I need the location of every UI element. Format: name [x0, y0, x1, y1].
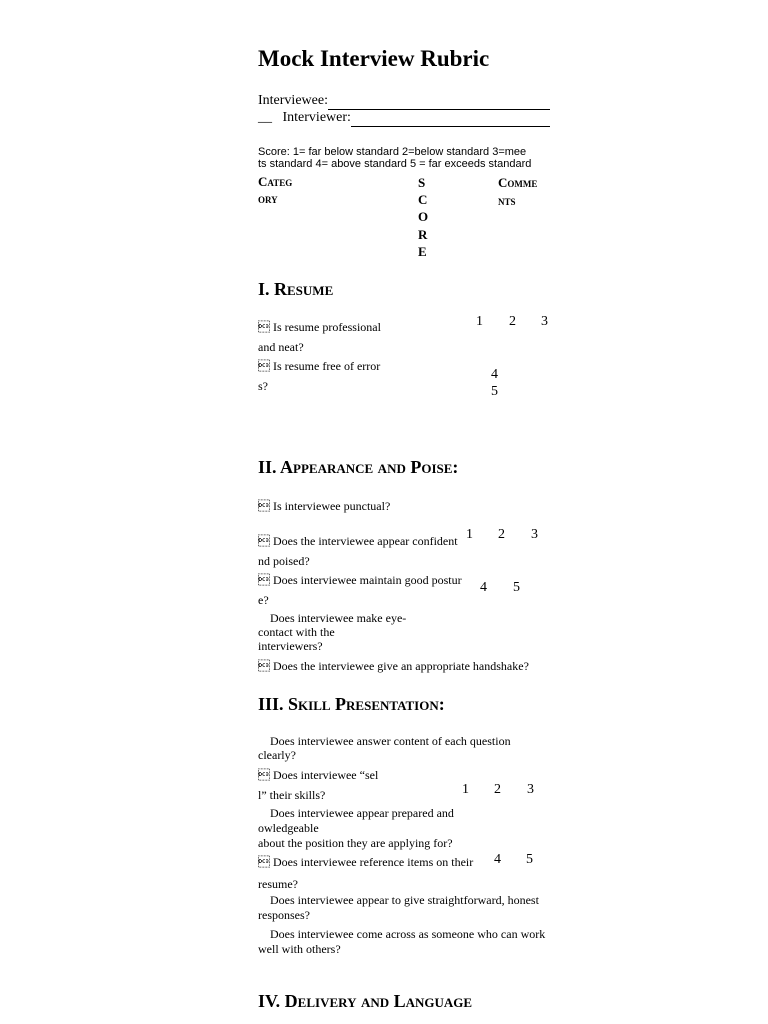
- appearance-score-3: 3: [531, 527, 538, 542]
- score-legend-line-1: Score: 1= far below standard 2=below standard 3=mee: [258, 146, 527, 158]
- skill-item-line: owledgeable: [258, 821, 319, 835]
- appearance-item-line: e?: [258, 593, 269, 607]
- appearance-item-line:  Does the interviewee appear confident: [258, 534, 458, 548]
- skill-score-1: 1: [462, 782, 469, 797]
- score-header-e: E: [418, 244, 427, 259]
- resume-score-2: 2: [509, 314, 516, 329]
- score-header-r: R: [418, 227, 428, 242]
- interviewer-prefix-blank: __: [258, 110, 272, 125]
- skill-item-line:  Does interviewee reference items on their: [258, 855, 474, 869]
- appearance-item-line: nd poised?: [258, 554, 310, 568]
- skill-item-line: Does interviewee appear prepared and: [258, 806, 454, 820]
- skill-score-3: 3: [527, 782, 534, 797]
- resume-score-5: 5: [491, 384, 498, 399]
- resume-item-line:  Is resume free of error: [258, 359, 381, 373]
- appearance-score-5: 5: [513, 580, 520, 595]
- appearance-item-line: contact with the: [258, 625, 335, 639]
- section-resume-heading: I. Resume: [258, 279, 334, 299]
- appearance-item-line: Does interviewee make eye-: [258, 611, 407, 625]
- resume-score-1: 1: [476, 314, 483, 329]
- interviewer-label: Interviewer:: [282, 110, 351, 125]
- skill-item-line: Does interviewee answer content of each question: [258, 734, 511, 748]
- skill-item-line: Does interviewee come across as someone who can work: [258, 927, 546, 941]
- skill-item-line: well with others?: [258, 942, 341, 956]
- score-header-c: C: [418, 192, 428, 207]
- interviewer-blank: [351, 110, 550, 127]
- interviewee-label: Interviewee:: [258, 93, 328, 108]
- appearance-score-2: 2: [498, 527, 505, 542]
- skill-score-4: 4: [494, 852, 501, 867]
- skill-score-5: 5: [526, 852, 533, 867]
- appearance-item-line: interviewers?: [258, 639, 323, 653]
- skill-score-2: 2: [494, 782, 501, 797]
- category-header-1: Categ: [258, 174, 293, 189]
- appearance-score-4: 4: [480, 580, 487, 595]
- section-skill-heading: III. Skill Presentation:: [258, 694, 445, 714]
- score-header-s: S: [418, 175, 426, 190]
- interviewee-blank: [328, 93, 550, 110]
- skill-item-line: responses?: [258, 908, 310, 922]
- score-header-o: O: [418, 209, 429, 224]
- resume-item-line: and neat?: [258, 340, 304, 354]
- interviewer-field: [258, 110, 550, 127]
- resume-item-line:  Is resume professional: [258, 320, 381, 334]
- appearance-item-line:  Does interviewee maintain good postur: [258, 573, 462, 587]
- appearance-item-line:  Does the interviewee give an appropriate handshake?: [258, 659, 529, 673]
- skill-item-line: l” their skills?: [258, 788, 326, 802]
- skill-item-line: resume?: [258, 877, 298, 891]
- skill-item-line:  Does interviewee “sel: [258, 768, 379, 782]
- comments-header-1: Comme: [498, 175, 538, 190]
- skill-item-line: clearly?: [258, 748, 296, 762]
- category-header-2: ory: [258, 191, 278, 206]
- comments-header-2: nts: [498, 193, 516, 208]
- interviewee-field: [258, 93, 550, 110]
- skill-item-line: about the position they are applying for?: [258, 836, 453, 850]
- resume-score-3: 3: [541, 314, 548, 329]
- resume-score-4: 4: [491, 367, 498, 382]
- resume-item-line: s?: [258, 379, 268, 393]
- appearance-item-line:  Is interviewee punctual?: [258, 499, 391, 513]
- score-legend-line-2: ts standard 4= above standard 5 = far exceeds standard: [258, 158, 532, 170]
- section-appearance-heading: II. Appearance and Poise:: [258, 457, 459, 477]
- page-title: Mock Interview Rubric: [258, 46, 490, 71]
- appearance-score-1: 1: [466, 527, 473, 542]
- skill-item-line: Does interviewee appear to give straightforward, honest: [258, 893, 539, 907]
- section-delivery-heading: IV. Delivery and Language: [258, 991, 473, 1011]
